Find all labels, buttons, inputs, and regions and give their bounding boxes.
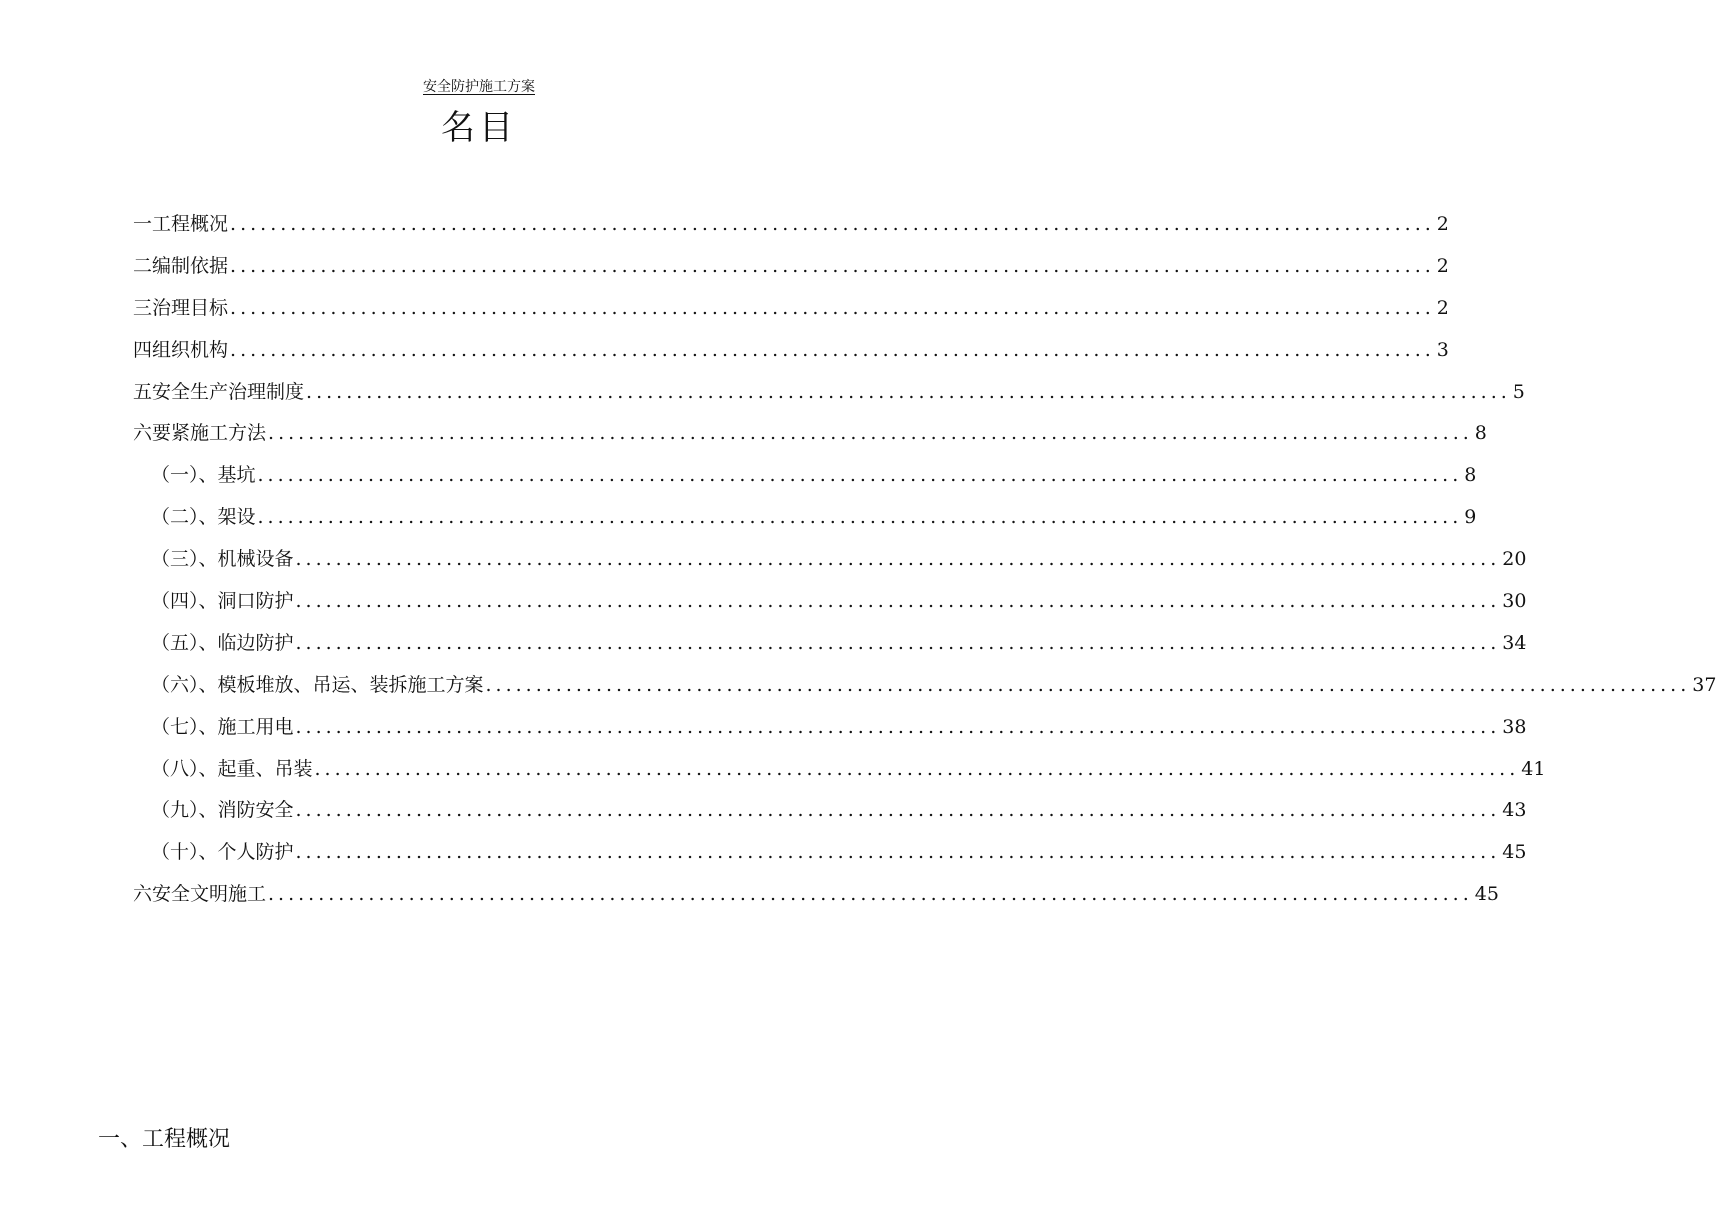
toc-entry[interactable] xyxy=(133,583,1527,625)
toc-dot-leader: ........................................................................................................................ xyxy=(230,296,1435,319)
running-header xyxy=(0,76,958,96)
toc-entry-label: 组织机构 xyxy=(152,338,229,361)
toc-dot-leader: ........................................................................................................................ xyxy=(295,631,1501,654)
section-heading: 一、工程概况 xyxy=(98,1127,231,1152)
toc-entry-label: （十）、个人防护 xyxy=(151,841,294,864)
toc-entry-page: 9 xyxy=(1464,506,1477,529)
toc-entry-page: 43 xyxy=(1502,799,1527,822)
toc-entry-page: 2 xyxy=(1436,213,1449,235)
toc-entry[interactable] xyxy=(133,415,1487,457)
toc-entry-number: 五 xyxy=(133,380,153,403)
toc-entry-label: 治理目标 xyxy=(152,296,229,319)
toc-dot-leader: ........................................................................................................................ xyxy=(230,213,1435,235)
toc-entry-page: 8 xyxy=(1474,422,1487,445)
toc-entry-number: 四 xyxy=(133,338,153,361)
toc-entry-label: 安全生产治理制度 xyxy=(152,380,305,403)
toc-entry-number: 一 xyxy=(133,213,153,235)
toc-dot-leader: ........................................................................................................................ xyxy=(295,841,1501,864)
toc-dot-leader: ........................................................................................................................ xyxy=(295,548,1501,571)
toc-entry[interactable] xyxy=(133,792,1527,834)
toc-entry-label: 编制依据 xyxy=(152,254,229,277)
toc-entry-page: 34 xyxy=(1502,631,1527,654)
toc-dot-leader: ........................................................................................................................ xyxy=(314,757,1520,780)
toc-entry[interactable] xyxy=(133,206,1449,248)
toc-entry[interactable] xyxy=(133,876,1499,918)
toc-entry-label: （七）、施工用电 xyxy=(151,715,294,738)
toc-entry-number: 二 xyxy=(133,254,153,277)
toc-dot-leader: ........................................................................................................................ xyxy=(257,464,1463,487)
toc-entry-label: （一）、基坑 xyxy=(151,464,256,487)
toc-entry[interactable] xyxy=(133,374,1525,416)
toc-entry-page: 2 xyxy=(1436,296,1449,319)
toc-entry-page: 30 xyxy=(1502,590,1527,613)
toc-entry[interactable] xyxy=(133,499,1477,541)
toc-entry-page: 38 xyxy=(1502,715,1527,738)
toc-entry[interactable] xyxy=(133,834,1527,876)
toc-entry[interactable] xyxy=(133,332,1449,374)
toc-dot-leader: ........................................................................................................................ xyxy=(485,673,1691,696)
toc-entry[interactable] xyxy=(133,667,1716,709)
toc-dot-leader: ........................................................................................................................ xyxy=(295,715,1501,738)
toc-entry-page: 5 xyxy=(1512,380,1525,403)
running-header-text: 安全防护施工方案 xyxy=(423,79,535,95)
table-of-contents xyxy=(133,206,1716,918)
toc-entry-page: 8 xyxy=(1464,464,1477,487)
toc-entry-label: （五）、临边防护 xyxy=(151,631,294,654)
toc-dot-leader: ........................................................................................................................ xyxy=(268,883,1473,906)
toc-entry-page: 41 xyxy=(1521,757,1546,780)
toc-entry[interactable] xyxy=(133,625,1527,667)
toc-entry-label: （三）、机械设备 xyxy=(151,548,294,571)
toc-dot-leader: ........................................................................................................................ xyxy=(295,590,1501,613)
toc-entry-page: 45 xyxy=(1502,841,1527,864)
toc-entry-label: （八）、起重、吊装 xyxy=(151,757,313,780)
toc-entry-label: （二）、架设 xyxy=(151,506,256,529)
toc-entry-label: （九）、消防安全 xyxy=(151,799,294,822)
toc-entry[interactable] xyxy=(133,541,1527,583)
toc-dot-leader: ........................................................................................................................ xyxy=(306,380,1511,403)
toc-entry-page: 20 xyxy=(1502,548,1527,571)
toc-entry[interactable] xyxy=(133,751,1546,793)
toc-entry[interactable] xyxy=(133,709,1527,751)
toc-entry-page: 45 xyxy=(1474,883,1499,906)
toc-entry-number: 六 xyxy=(133,422,153,445)
document-title: 名目 xyxy=(441,108,517,148)
toc-entry-page: 3 xyxy=(1436,338,1449,361)
toc-entry[interactable] xyxy=(133,290,1449,332)
toc-entry-label: （六）、模板堆放、吊运、装拆施工方案 xyxy=(151,673,484,696)
toc-dot-leader: ........................................................................................................................ xyxy=(230,254,1435,277)
toc-dot-leader: ........................................................................................................................ xyxy=(295,799,1501,822)
toc-entry-page: 37 xyxy=(1692,673,1716,696)
toc-entry-label: （四）、洞口防护 xyxy=(151,590,294,613)
toc-dot-leader: ........................................................................................................................ xyxy=(268,422,1473,445)
toc-dot-leader: ........................................................................................................................ xyxy=(257,506,1463,529)
toc-entry-label: 六安全文明施工 xyxy=(133,883,267,906)
toc-dot-leader: ........................................................................................................................ xyxy=(230,338,1435,361)
toc-entry-number: 三 xyxy=(133,296,153,319)
toc-entry[interactable] xyxy=(133,248,1449,290)
toc-entry-label: 工程概况 xyxy=(152,213,229,235)
toc-entry-label: 要紧施工方法 xyxy=(152,422,267,445)
toc-entry-page: 2 xyxy=(1436,254,1449,277)
toc-entry[interactable] xyxy=(133,457,1477,499)
